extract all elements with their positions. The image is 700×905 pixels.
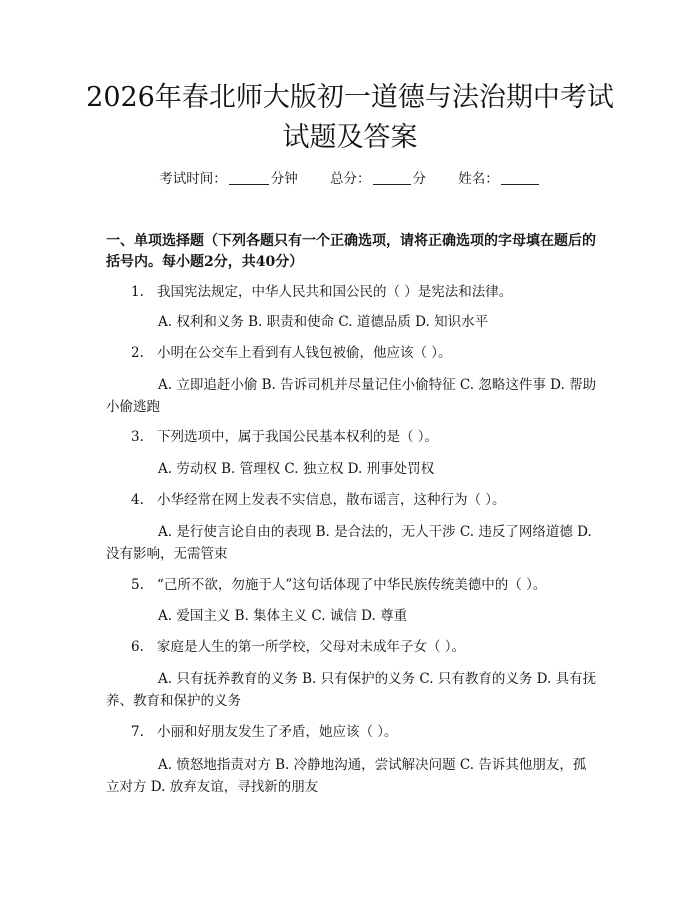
student-name-label: 姓名： [458, 171, 499, 187]
question-stem [131, 575, 601, 596]
question-options: A. 立即追赶小偷 B. 告诉司机并尽量记住小偷特征 C. 忽略这件事 D. 帮助小偷逃跑 [106, 377, 597, 415]
question-stem [131, 637, 601, 658]
question-text: 下列选项中，属于我国公民基本权利的是（ ）。 [157, 429, 439, 445]
question-text: “己所不欲，勿施于人”这句话体现了中华民族传统美德中的（ ）。 [157, 577, 547, 593]
question-options: A. 爱国主义 B. 集体主义 C. 诚信 D. 尊重 [158, 608, 408, 624]
question-number: 4. [131, 492, 144, 508]
question-stem [131, 722, 601, 743]
exam-time-blank [229, 171, 269, 185]
student-name-blank [501, 171, 539, 185]
exam-title-line-1: 2026年春北师大版初一道德与法治期中考试 [86, 82, 614, 113]
exam-time-field [159, 167, 298, 187]
question-text: 家庭是人生的第一所学校，父母对未成年子女（ ）。 [157, 639, 466, 655]
question-text: 小丽和好朋友发生了矛盾，她应该（ ）。 [157, 724, 398, 740]
question-number: 1. [131, 284, 144, 300]
question-number: 6. [131, 639, 144, 655]
question-options: A. 劳动权 B. 管理权 C. 独立权 D. 刑事处罚权 [158, 461, 435, 477]
question-number: 3. [131, 429, 144, 445]
exam-info-line [0, 167, 700, 187]
question-options: A. 权利和义务 B. 职责和使命 C. 道德品质 D. 知识水平 [158, 314, 489, 330]
question-options: A. 只有抚养教育的义务 B. 只有保护的义务 C. 只有教育的义务 D. 具有抚养、教育和保护的义务 [106, 671, 597, 709]
exam-time-unit: 分钟 [270, 171, 298, 187]
question-stem [131, 282, 601, 303]
exam-title-line-2: 试题及答案 [282, 122, 418, 153]
question-number: 2. [131, 345, 144, 361]
section-heading-single-choice: 一、单项选择题（下列各题只有一个正确选项，请将正确选项的字母填在题后的括号内。每小题2分，共40分） [106, 233, 596, 270]
question-number: 7. [131, 724, 144, 740]
total-score-unit: 分 [412, 171, 426, 187]
total-score-field [330, 167, 426, 187]
question-stem [131, 427, 601, 448]
total-score-blank [373, 171, 411, 185]
question-text: 小明在公交车上看到有人钱包被偷，他应该（ ）。 [157, 345, 452, 361]
question-options: A. 是行使言论自由的表现 B. 是合法的，无人干涉 C. 违反了网络道德 D. 没有影响，无需管束 [106, 524, 592, 562]
question-stem [131, 490, 601, 511]
question-text: 小华经常在网上发表不实信息，散布谣言，这种行为（ ）。 [157, 492, 506, 508]
question-stem [131, 343, 601, 364]
student-name-field [458, 167, 541, 187]
total-score-label: 总分： [330, 171, 371, 187]
question-options: A. 愤怒地指责对方 B. 冷静地沟通，尝试解决问题 C. 告诉其他朋友，孤立对方 D. 放弃友谊，寻找新的朋友 [106, 757, 587, 795]
exam-time-label: 考试时间： [159, 171, 227, 187]
question-text: 我国宪法规定，中华人民共和国公民的（ ）是宪法和法律。 [157, 284, 513, 300]
question-number: 5. [131, 577, 144, 593]
